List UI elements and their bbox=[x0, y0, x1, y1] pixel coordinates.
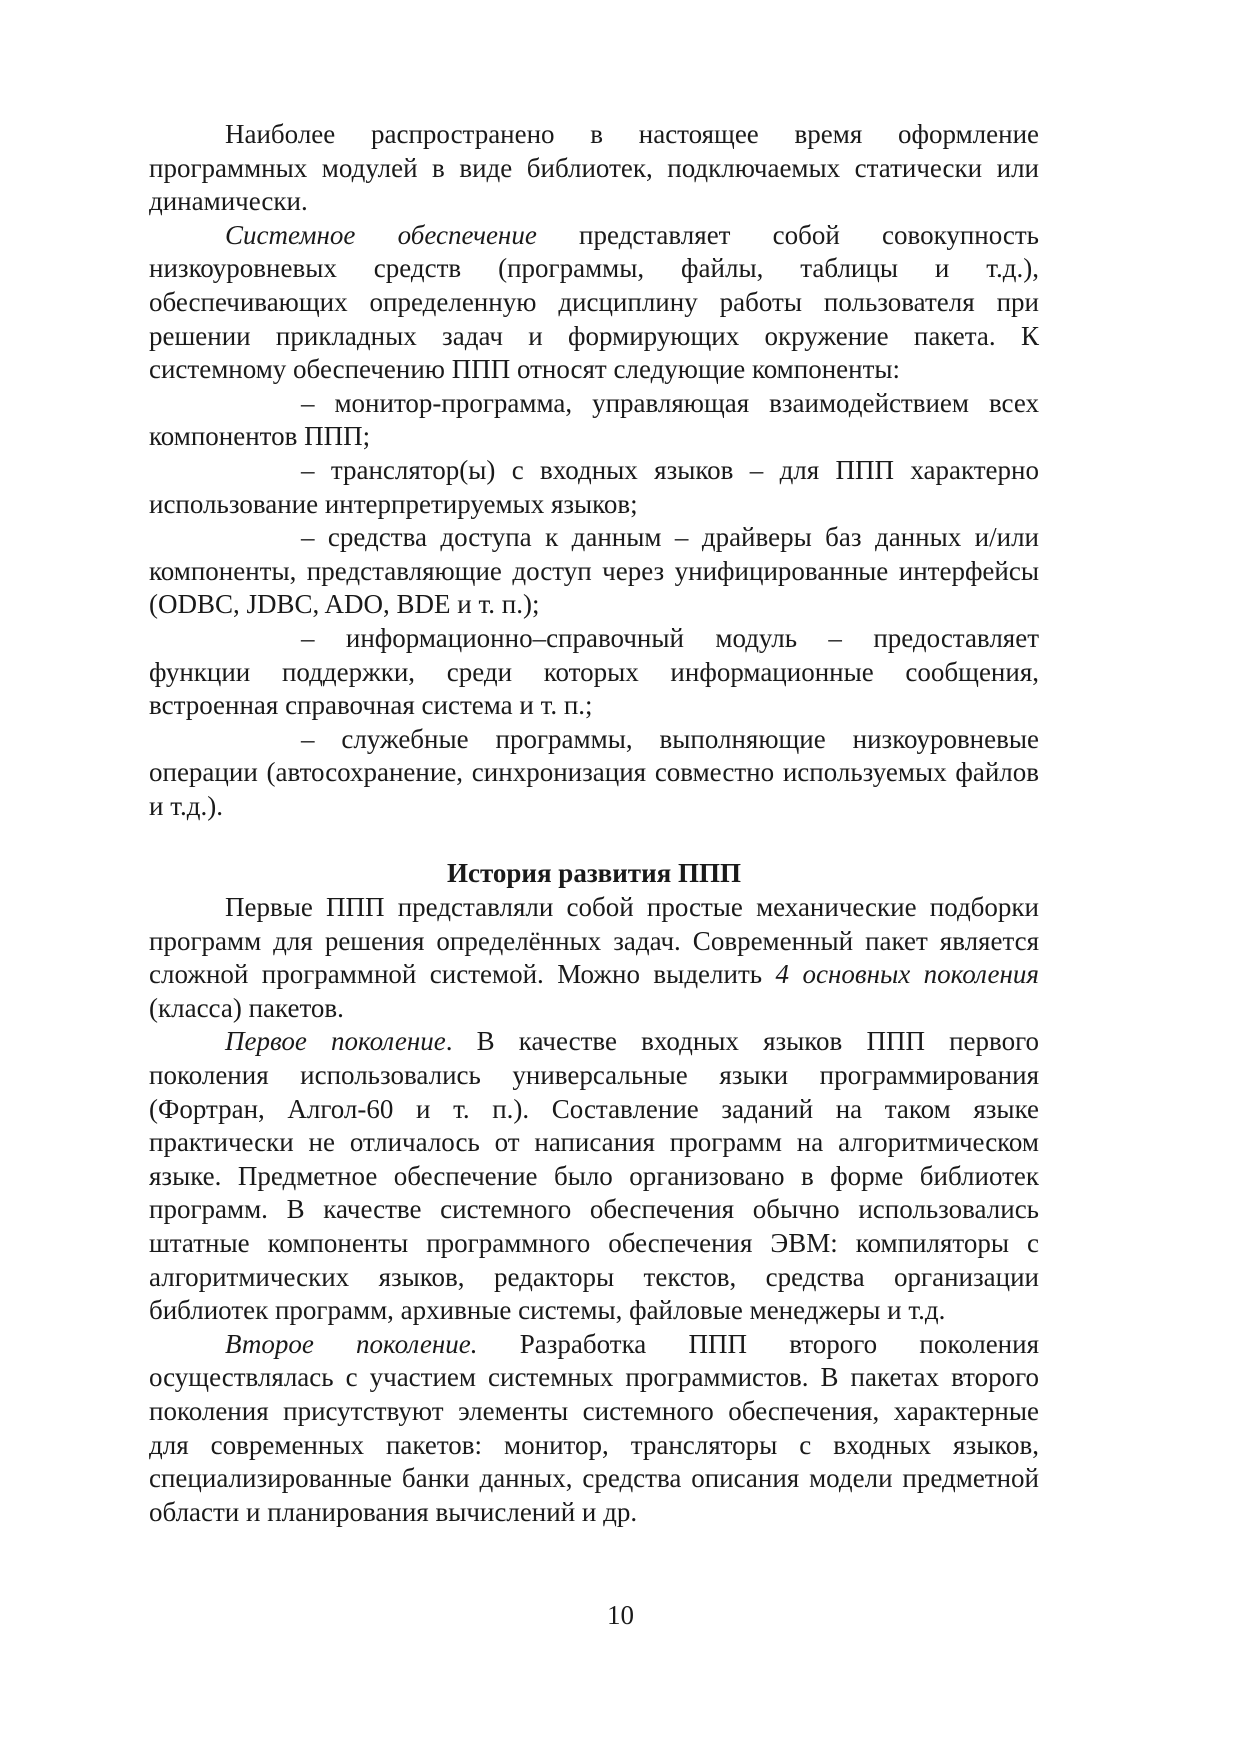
paragraph-text: Разработка ППП второго поколения осуществлялась с участием системных программистов. В пакетах второго поколения присутствуют элементы системного обеспечения, характерные для современных пакетов: монитор, трансляторы с входных языков, специализированные банки данных, средства описания модели предметной области и планирования вычислений и др. bbox=[149, 1328, 1039, 1527]
paragraph-text: Первые ППП представляли собой простые механические подборки программ для решения определённых задач. Современный пакет является сложной программной системой. Можно выделить bbox=[149, 892, 1039, 990]
list-item-text: средства доступа к данным – драйверы баз данных и/или компоненты, представляющие доступ через унифицированные интерфейсы (ODBC, JDBC, ADO, BDE и т. п.); bbox=[149, 522, 1039, 620]
paragraph-text: представляет собой совокупность низкоуровневых средств (программы, файлы, таблицы и т.д.), обеспечивающих определенную дисциплину работы пользователя при решении прикладных задач и формирующих окружение пакета. К системному обеспечению ППП относят следующие компоненты: bbox=[149, 219, 1039, 385]
list-marker: – bbox=[301, 622, 315, 653]
paragraph-second-generation bbox=[149, 1328, 1039, 1530]
section-heading: История развития ППП bbox=[446, 858, 741, 889]
list-item bbox=[149, 521, 1039, 622]
list-marker: – bbox=[301, 387, 315, 418]
list-item-text: служебные программы, выполняющие низкоуровневые операции (автосохранение, синхронизация совместно используемых файлов и т.д.). bbox=[149, 723, 1039, 821]
list-item bbox=[149, 723, 1039, 824]
list-marker: – bbox=[301, 454, 315, 485]
page-number: 10 bbox=[607, 1600, 634, 1630]
paragraph-text: . В качестве входных языков ППП первого поколения использовались универсальные языки программирования (Фортран, Алгол-60 и т. п.). Составление заданий на таком языке практически не отличалось от написания программ на алгоритмическом языке. Предметное обеспечение было организовано в форме библиотек программ. В качестве системного обеспечения обычно использовались штатные компоненты программного обеспечения ЭВМ: компиляторы с алгоритмических языков, редакторы текстов, средства организации библиотек программ, архивные системы, файловые менеджеры и т.д. bbox=[149, 1026, 1039, 1326]
list-marker: – bbox=[301, 723, 315, 754]
list-item-text: монитор-программа, управляющая взаимодействием всех компонентов ППП; bbox=[149, 387, 1039, 452]
paragraph-history-intro bbox=[149, 891, 1039, 1025]
page-body bbox=[149, 118, 1039, 1529]
paragraph-first-generation bbox=[149, 1025, 1039, 1327]
paragraph-text: (класса) пакетов. bbox=[149, 992, 344, 1023]
term-generations: 4 основных поколения bbox=[775, 959, 1039, 990]
list-marker: – bbox=[301, 522, 315, 553]
list-item bbox=[149, 387, 1039, 454]
term-system-support: Системное обеспечение bbox=[225, 219, 537, 250]
term-second-generation: Второе поколение. bbox=[225, 1328, 478, 1359]
list-item bbox=[149, 454, 1039, 521]
list-item-text: транслятор(ы) с входных языков – для ППП характерно использование интерпретируемых языков; bbox=[149, 454, 1039, 519]
paragraph-libraries: Наиболее распространено в настоящее время оформление программных модулей в виде библиотек, подключаемых статически или динамически. bbox=[149, 119, 1039, 217]
term-first-generation: Первое поколение bbox=[225, 1026, 446, 1057]
list-item-text: информационно–справочный модуль – предоставляет функции поддержки, среди которых информационные сообщения, встроенная справочная система и т. п.; bbox=[149, 622, 1039, 721]
list-item bbox=[149, 622, 1039, 723]
paragraph-system-support bbox=[149, 219, 1039, 387]
